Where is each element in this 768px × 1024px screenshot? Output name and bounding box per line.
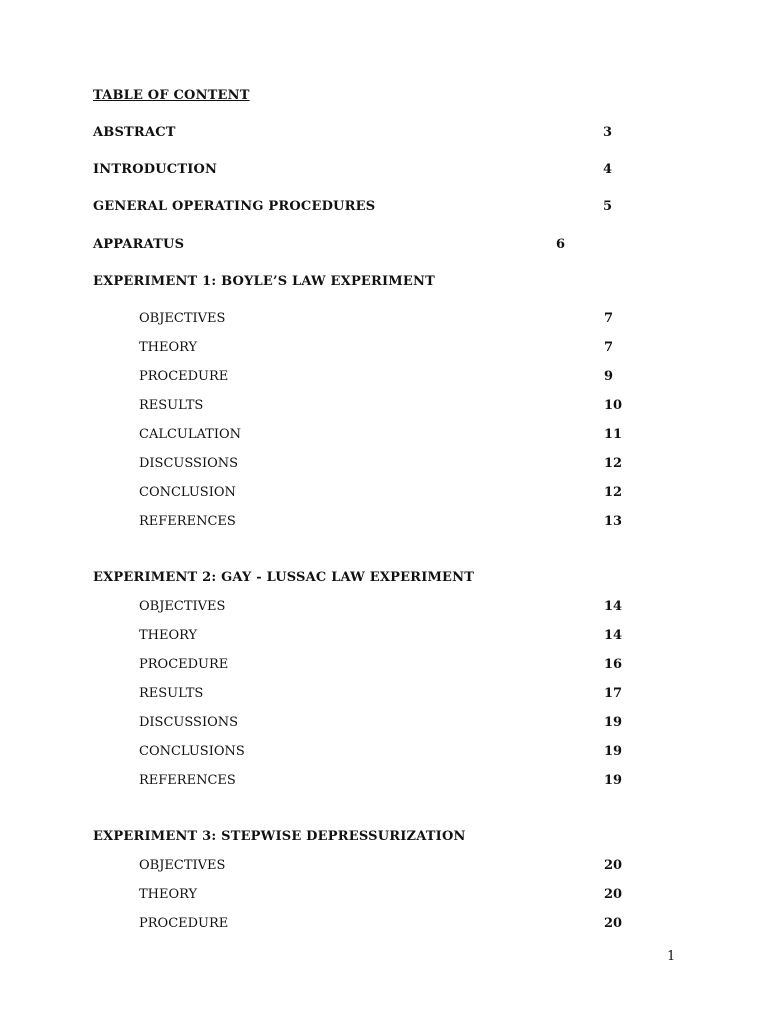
experiment-1-item-theory-label: THEORY xyxy=(139,340,198,355)
experiment-3-item-procedure-label: PROCEDURE xyxy=(139,916,229,931)
experiment-1-item-calculation-label: CALCULATION xyxy=(139,427,242,442)
experiment-1-item-discussions-label: DISCUSSIONS xyxy=(139,456,239,471)
experiment-1-item-conclusion-label: CONCLUSION xyxy=(139,485,236,500)
experiment-2-item-references-label: REFERENCES xyxy=(139,773,236,788)
experiment-3-item-theory-label: THEORY xyxy=(139,887,198,902)
toc-entry-general-operating-procedures-page: 5 xyxy=(603,199,613,214)
experiment-2-item-conclusions-label: CONCLUSIONS xyxy=(139,744,245,759)
experiment-3-item-procedure-page: 20 xyxy=(604,916,623,931)
experiment-1-item-procedure-label: PROCEDURE xyxy=(139,369,229,384)
experiment-1-item-theory-page: 7 xyxy=(604,340,614,355)
experiment-1-item-calculation-page: 11 xyxy=(604,427,623,442)
experiment-2-item-discussions-label: DISCUSSIONS xyxy=(139,715,239,730)
experiment-3-item-objectives-page: 20 xyxy=(604,858,623,873)
experiment-1-item-objectives-page: 7 xyxy=(604,311,614,326)
experiment-2-item-discussions-page: 19 xyxy=(604,715,623,730)
toc-entry-introduction-page: 4 xyxy=(603,162,613,177)
experiment-1-item-discussions-page: 12 xyxy=(604,456,623,471)
experiment-1-item-results-page: 10 xyxy=(604,398,623,413)
experiment-2-title: EXPERIMENT 2: GAY - LUSSAC LAW EXPERIMENT xyxy=(93,570,475,585)
experiment-2-item-references-page: 19 xyxy=(604,773,623,788)
experiment-1-item-results-label: RESULTS xyxy=(139,398,204,413)
toc-entry-general-operating-procedures-label: GENERAL OPERATING PROCEDURES xyxy=(93,199,376,214)
experiment-2-item-theory-label: THEORY xyxy=(139,628,198,643)
experiment-2-item-objectives-page: 14 xyxy=(604,599,623,614)
toc-entry-apparatus-page: 6 xyxy=(556,237,566,252)
toc-entry-abstract-label: ABSTRACT xyxy=(93,125,176,140)
experiment-3-item-theory-page: 20 xyxy=(604,887,623,902)
experiment-2-item-theory-page: 14 xyxy=(604,628,623,643)
toc-entry-apparatus-label: APPARATUS xyxy=(93,237,185,252)
experiment-2-item-conclusions-page: 19 xyxy=(604,744,623,759)
experiment-1-item-references-page: 13 xyxy=(604,514,623,529)
page-number: 1 xyxy=(667,949,676,964)
experiment-2-item-procedure-page: 16 xyxy=(604,657,623,672)
experiment-2-item-procedure-label: PROCEDURE xyxy=(139,657,229,672)
experiment-2-item-results-page: 17 xyxy=(604,686,623,701)
experiment-1-title: EXPERIMENT 1: BOYLE’S LAW EXPERIMENT xyxy=(93,274,435,289)
experiment-1-item-conclusion-page: 12 xyxy=(604,485,623,500)
experiment-1-item-objectives-label: OBJECTIVES xyxy=(139,311,226,326)
experiment-3-title: EXPERIMENT 3: STEPWISE DEPRESSURIZATION xyxy=(93,829,466,844)
experiment-1-item-procedure-page: 9 xyxy=(604,369,614,384)
experiment-2-item-objectives-label: OBJECTIVES xyxy=(139,599,226,614)
experiment-2-item-results-label: RESULTS xyxy=(139,686,204,701)
experiment-3-item-objectives-label: OBJECTIVES xyxy=(139,858,226,873)
toc-title: TABLE OF CONTENT xyxy=(93,88,250,103)
toc-entry-abstract-page: 3 xyxy=(603,125,613,140)
experiment-1-item-references-label: REFERENCES xyxy=(139,514,236,529)
toc-entry-introduction-label: INTRODUCTION xyxy=(93,162,218,177)
